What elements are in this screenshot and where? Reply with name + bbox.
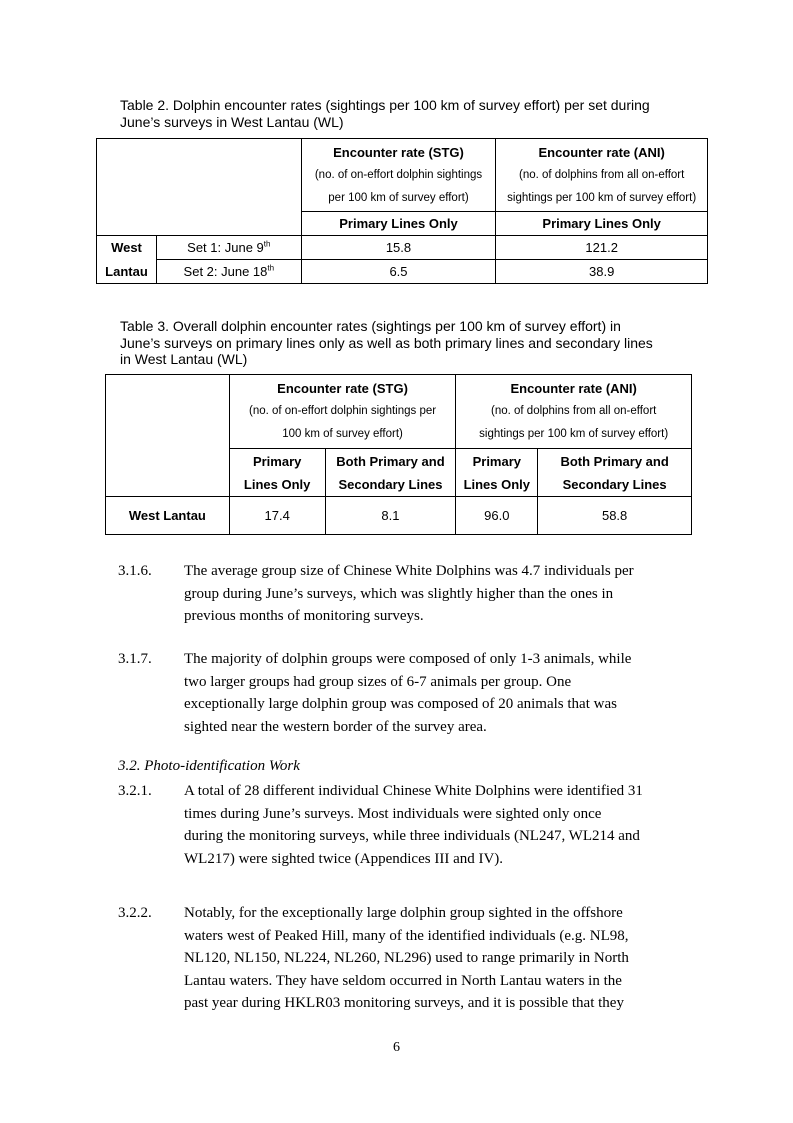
table3-both-line: Secondary Lines — [338, 476, 443, 492]
table3-head-stg-sub: (no. of on-effort dolphin sightings per — [248, 405, 437, 417]
table3-caption-line: June’s surveys on primary lines only as well as both primary lines and secondary lines — [120, 334, 653, 351]
table3-primary-line: Primary — [252, 453, 302, 469]
paragraph-3-1-7 — [118, 648, 693, 738]
table2-head-stg-title: Encounter rate (STG) — [333, 144, 464, 160]
table2-set-sup: th — [263, 239, 271, 249]
table3-both-stg — [325, 449, 456, 497]
table3-value: 58.8 — [538, 497, 692, 535]
paragraph-3-2-1 — [118, 780, 693, 870]
paragraph-line: The average group size of Chinese White Dolphins was 4.7 individuals per — [184, 563, 634, 579]
page-number: 6 — [393, 1040, 400, 1055]
table3-value: 17.4 — [229, 497, 325, 535]
table3 — [105, 374, 692, 535]
table3-blank-header — [106, 375, 230, 497]
table2-ani-value: 121.2 — [496, 236, 708, 260]
paragraph-line: times during June’s surveys. Most individuals were sighted only once — [184, 805, 602, 822]
table3-head-ani — [456, 375, 692, 449]
table3-primary-stg — [229, 449, 325, 497]
table2-primary-stg: Primary Lines Only — [301, 212, 496, 236]
paragraph-line: Lantau waters. They have seldom occurred in North Lantau waters in the — [184, 972, 622, 989]
table3-both-line: Both Primary and — [336, 453, 445, 469]
table2-head-ani — [496, 139, 708, 212]
paragraph-line: WL217) were sighted twice (Appendices III and IV). — [184, 850, 504, 867]
table2 — [96, 138, 708, 284]
table2-stg-value: 15.8 — [301, 236, 496, 260]
table3-head-ani-sub: sightings per 100 km of survey effort) — [479, 428, 669, 440]
table3-head-stg-title: Encounter rate (STG) — [277, 381, 408, 396]
paragraph-number: 3.1.7. — [118, 651, 152, 667]
table2-head-stg-sub: per 100 km of survey effort) — [328, 191, 469, 204]
paragraph-number: 3.2.2. — [118, 905, 152, 921]
table3-head-stg-sub: 100 km of survey effort) — [282, 428, 403, 440]
table3-head-ani-sub: (no. of dolphins from all on-effort — [491, 405, 657, 417]
paragraph-line: sighted near the western border of the survey area. — [184, 718, 487, 735]
table2-head-stg-sub: (no. of on-effort dolphin sightings — [314, 168, 483, 181]
table3-caption-line: Table 3. Overall dolphin encounter rates (sightings per 100 km of survey effort) in — [120, 318, 621, 334]
table2-stg-value: 6.5 — [301, 260, 496, 284]
table3-primary-line: Lines Only — [463, 476, 531, 492]
table3-both-ani — [538, 449, 692, 497]
table2-caption-line: June’s surveys in West Lantau (WL) — [120, 113, 344, 130]
table3-primary-line: Lines Only — [243, 476, 311, 492]
paragraph-3-1-6 — [118, 560, 693, 628]
paragraph-3-2-2 — [118, 902, 693, 1015]
paragraph-number: 3.2.1. — [118, 783, 152, 799]
table2-blank-header — [97, 139, 302, 236]
paragraph-line: group during June’s surveys, which was slightly higher than the ones in — [184, 585, 614, 602]
table2-caption — [120, 97, 700, 130]
table2-set-sup: th — [267, 263, 275, 273]
paragraph-line: previous months of monitoring surveys. — [184, 608, 424, 624]
paragraph-line: A total of 28 different individual Chinese White Dolphins were identified 31 — [184, 783, 643, 799]
table2-head-ani-title: Encounter rate (ANI) — [538, 144, 665, 160]
paragraph-line: Notably, for the exceptionally large dolphin group sighted in the offshore — [184, 905, 623, 921]
table2-set-label: Set 1: June 9 — [187, 240, 264, 255]
table3-both-line: Secondary Lines — [562, 476, 667, 492]
paragraph-line: NL120, NL150, NL224, NL260, NL296) used to range primarily in North — [184, 950, 629, 966]
paragraph-line: exceptionally large dolphin group was composed of 20 animals that was — [184, 696, 617, 712]
paragraph-line: The majority of dolphin groups were composed of only 1-3 animals, while — [184, 651, 632, 667]
table2-set-cell — [156, 236, 301, 260]
table3-value: 96.0 — [456, 497, 538, 535]
table3-primary-line: Primary — [472, 453, 522, 469]
table2-set-cell — [156, 260, 301, 284]
paragraph-number: 3.1.6. — [118, 563, 152, 579]
table2-primary-ani: Primary Lines Only — [496, 212, 708, 236]
table3-caption — [120, 318, 700, 368]
table3-head-ani-title: Encounter rate (ANI) — [510, 381, 637, 396]
table2-area-label: Lantau — [97, 260, 157, 284]
table3-both-line: Both Primary and — [560, 453, 669, 469]
table2-ani-value: 38.9 — [496, 260, 708, 284]
paragraph-line: past year during HKLR03 monitoring surveys, and it is possible that they — [184, 995, 624, 1011]
section-heading: 3.2. Photo-identification Work — [118, 758, 300, 774]
table2-head-stg — [301, 139, 496, 212]
paragraph-line: two larger groups had group sizes of 6-7 animals per group. One — [184, 673, 572, 690]
table3-row-label: West Lantau — [106, 497, 230, 535]
table2-set-label: Set 2: June 18 — [183, 264, 268, 279]
table2-head-ani-sub: (no. of dolphins from all on-effort — [518, 168, 685, 181]
table2-area-label: West — [97, 236, 157, 260]
table3-caption-line: in West Lantau (WL) — [120, 351, 248, 367]
paragraph-line: during the monitoring surveys, while three individuals (NL247, WL214 and — [184, 828, 640, 844]
table3-value: 8.1 — [325, 497, 456, 535]
table3-primary-ani — [456, 449, 538, 497]
paragraph-line: waters west of Peaked Hill, many of the identified individuals (e.g. NL98, — [184, 927, 629, 944]
table2-caption-line: Table 2. Dolphin encounter rates (sightings per 100 km of survey effort) per set during — [120, 97, 650, 113]
table3-head-stg — [229, 375, 456, 449]
table2-head-ani-sub: sightings per 100 km of survey effort) — [507, 191, 697, 204]
